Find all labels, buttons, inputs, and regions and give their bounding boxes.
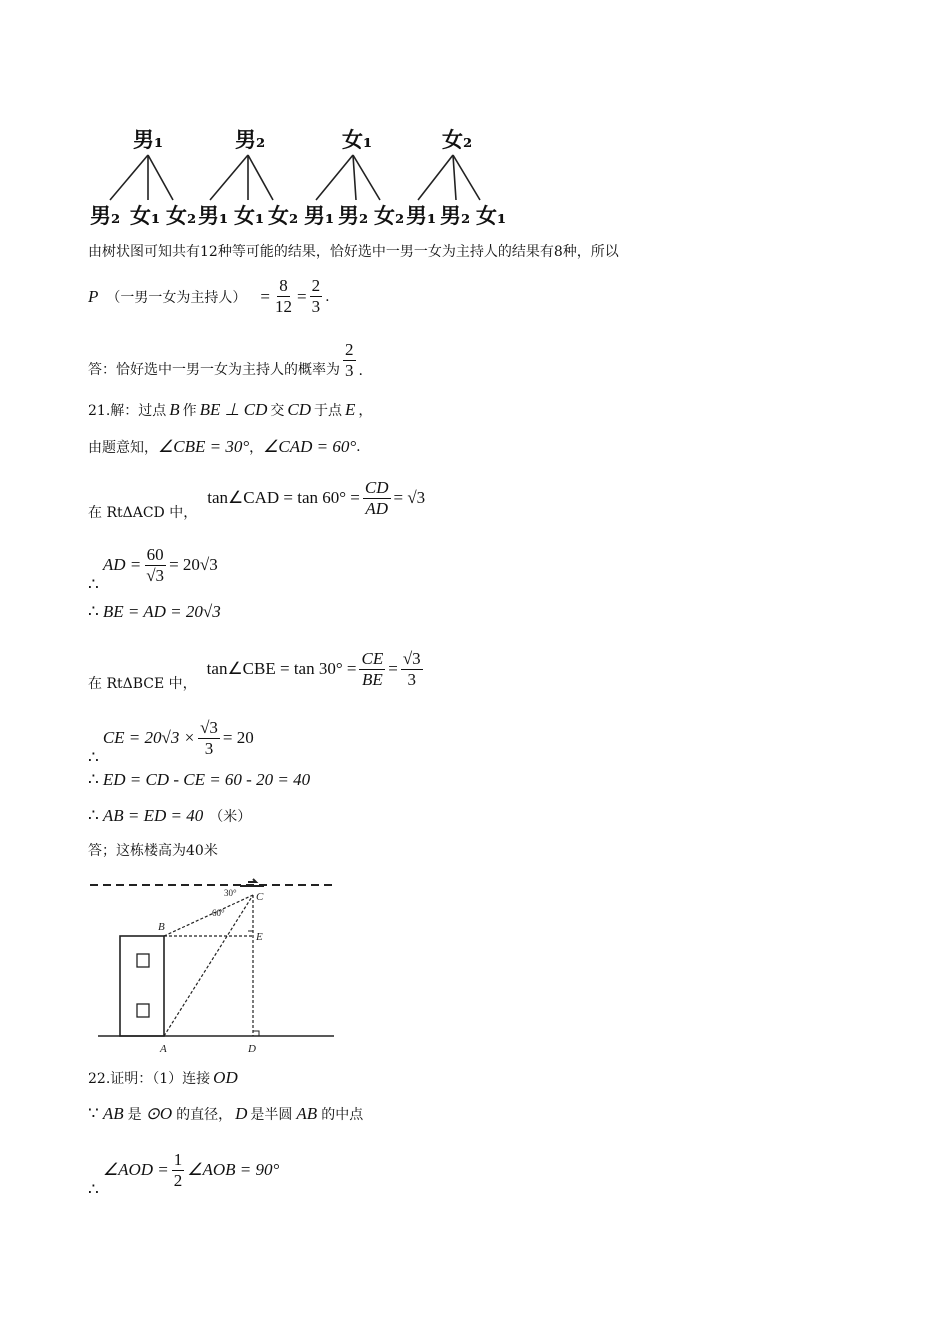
math: ED = CD - CE = 60 - 20 = 40 bbox=[102, 770, 311, 789]
text: （米） bbox=[209, 809, 252, 825]
numerator: CD bbox=[364, 477, 389, 497]
text: . bbox=[358, 363, 363, 379]
math: ∴ bbox=[88, 1180, 99, 1199]
math: tan∠CBE = tan 30° = bbox=[206, 659, 357, 678]
math: CD bbox=[287, 400, 311, 419]
fraction bbox=[359, 649, 385, 690]
math: BE ⊥ CD bbox=[199, 400, 268, 419]
ce-line bbox=[88, 708, 254, 768]
tree-leaf: 女₂ bbox=[268, 203, 299, 228]
math: ∴ bbox=[88, 575, 99, 594]
math: ∴ bbox=[88, 806, 99, 825]
denominator: 12 bbox=[274, 297, 292, 316]
fraction bbox=[273, 276, 294, 317]
denominator: BE bbox=[361, 669, 383, 689]
tree-root: 男₂ bbox=[235, 127, 266, 152]
tree-leaf: 男₂ bbox=[338, 203, 369, 228]
text: ， bbox=[249, 440, 264, 456]
math: ∴ bbox=[88, 602, 99, 621]
math: AB bbox=[296, 1104, 318, 1123]
text: . bbox=[356, 439, 361, 455]
tree-root: 女₁ bbox=[342, 127, 373, 152]
tree-leaf: 男₁ bbox=[198, 203, 229, 228]
math: D bbox=[235, 1104, 248, 1123]
tree-root: 男₁ bbox=[133, 127, 164, 152]
math: ∠CBE = 30° bbox=[158, 437, 250, 456]
tree-leaf: 女₂ bbox=[374, 203, 405, 228]
math: ⊙O bbox=[145, 1104, 173, 1123]
denominator: 3 bbox=[407, 669, 416, 689]
be-line bbox=[88, 602, 221, 622]
text: （一男一女为主持人） bbox=[106, 289, 247, 306]
math: ∠AOD = bbox=[102, 1160, 169, 1179]
math: = bbox=[388, 659, 398, 678]
text-line bbox=[88, 241, 619, 261]
text: . bbox=[325, 288, 330, 305]
answer-line bbox=[88, 840, 218, 860]
text: 21.解：过点 bbox=[88, 403, 167, 419]
q22-line bbox=[88, 1068, 238, 1088]
math: P bbox=[88, 286, 99, 306]
fraction bbox=[401, 649, 423, 690]
fraction bbox=[310, 276, 323, 317]
ad-line bbox=[88, 535, 218, 595]
math: B bbox=[169, 400, 180, 419]
angle-30: 30° bbox=[224, 888, 237, 898]
numerator: CE bbox=[361, 648, 384, 668]
fraction bbox=[198, 718, 220, 759]
numerator: √3 bbox=[200, 717, 218, 737]
tree-leaf: 女₁ bbox=[130, 203, 161, 228]
math: AD = bbox=[102, 555, 142, 574]
numerator: 2 bbox=[311, 276, 321, 295]
math: ∠CAD = 60° bbox=[263, 437, 357, 456]
building bbox=[120, 936, 164, 1036]
denominator: AD bbox=[365, 498, 389, 518]
label-d: D bbox=[248, 1043, 256, 1055]
math: ∴ bbox=[88, 748, 99, 767]
numerator: 2 bbox=[345, 340, 354, 359]
label-e: E bbox=[256, 931, 263, 943]
text: 由题意知， bbox=[88, 440, 158, 456]
numerator: 1 bbox=[173, 1149, 183, 1169]
label-c: C bbox=[256, 891, 264, 903]
text: 的中点 bbox=[321, 1107, 364, 1123]
label-b: B bbox=[158, 921, 165, 933]
answer-line bbox=[88, 340, 363, 381]
math: BE = AD = 20√3 bbox=[102, 602, 221, 621]
fraction bbox=[172, 1150, 185, 1191]
math: E bbox=[344, 400, 356, 419]
denominator: 3 bbox=[204, 738, 214, 758]
fraction bbox=[343, 340, 356, 381]
tree-leaf: 女₁ bbox=[234, 203, 265, 228]
probability-line bbox=[88, 276, 330, 317]
text: 是 bbox=[127, 1107, 142, 1123]
tree-diagram bbox=[88, 120, 518, 230]
text: 22.证明：（1）连接 bbox=[88, 1071, 211, 1087]
text: 是半圆 bbox=[250, 1107, 293, 1123]
fraction bbox=[144, 545, 166, 586]
text: ， bbox=[358, 403, 373, 419]
ab-line bbox=[88, 806, 251, 826]
text: 在 RtΔACD 中， bbox=[88, 505, 198, 521]
math: AB = ED = 40 bbox=[102, 806, 204, 825]
text: 在 RtΔBCE 中， bbox=[88, 676, 197, 692]
tree-leaf: 男₂ bbox=[440, 203, 471, 228]
text: 答；这栋楼高为40米 bbox=[88, 843, 218, 859]
tree-root: 女₂ bbox=[442, 127, 473, 152]
denominator: √3 bbox=[146, 565, 165, 585]
denominator: 3 bbox=[311, 297, 321, 316]
denominator: 2 bbox=[173, 1170, 183, 1190]
math: = √3 bbox=[393, 488, 426, 507]
numerator: 8 bbox=[279, 276, 288, 295]
because-line bbox=[88, 1104, 363, 1124]
tan-cad-line bbox=[88, 474, 425, 522]
window bbox=[137, 954, 149, 967]
aod-line bbox=[88, 1140, 279, 1200]
text: 的直径， bbox=[176, 1107, 233, 1123]
math: = 20 bbox=[222, 728, 254, 747]
math: AB bbox=[102, 1104, 124, 1123]
math: = bbox=[260, 286, 270, 306]
fraction bbox=[363, 478, 391, 519]
numerator: √3 bbox=[402, 648, 421, 668]
tree-leaf: 男₂ bbox=[90, 203, 121, 228]
q21-line bbox=[88, 400, 372, 420]
text: 作 bbox=[182, 403, 197, 419]
text: 于点 bbox=[313, 403, 342, 419]
given-line bbox=[88, 437, 361, 457]
math: ∵ bbox=[88, 1104, 99, 1123]
math: ∴ bbox=[88, 770, 99, 789]
building-diagram bbox=[88, 868, 348, 1062]
text: 答：恰好选中一男一女为主持人的概率为 bbox=[88, 362, 340, 378]
angle-60: 60° bbox=[212, 908, 225, 918]
tree-leaf: 男₁ bbox=[304, 203, 335, 228]
window bbox=[137, 1004, 149, 1017]
math: tan∠CAD = tan 60° = bbox=[207, 488, 360, 507]
math: CE = 20√3 × bbox=[102, 728, 196, 747]
tree-leaf: 男₁ bbox=[406, 203, 437, 228]
ed-line bbox=[88, 770, 310, 790]
math: = 20√3 bbox=[169, 555, 218, 574]
tree-leaf: 女₂ bbox=[166, 203, 197, 228]
text: 由树状图可知共有12种等可能的结果，恰好选中一男一女为主持人的结果有8种，所以 bbox=[88, 244, 619, 260]
math: ∠AOB = 90° bbox=[187, 1160, 280, 1179]
text: 交 bbox=[270, 403, 285, 419]
denominator: 3 bbox=[345, 361, 354, 380]
math: OD bbox=[213, 1068, 238, 1087]
tree-leaf: 女₁ bbox=[476, 203, 507, 228]
label-a: A bbox=[160, 1043, 167, 1055]
numerator: 60 bbox=[146, 544, 164, 564]
tan-cbe-line bbox=[88, 645, 426, 693]
math: = bbox=[296, 286, 307, 306]
